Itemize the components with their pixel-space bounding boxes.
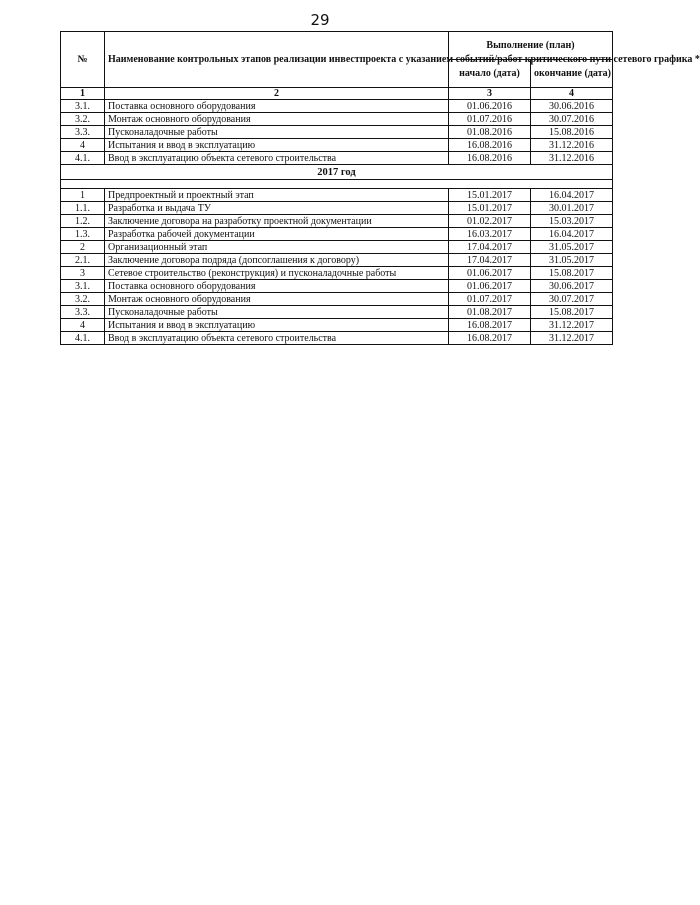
row-number: 2.1. (61, 254, 105, 267)
row-number: 4 (61, 139, 105, 152)
row-start-date: 17.04.2017 (449, 241, 531, 254)
page-number: 29 (310, 11, 330, 29)
row-start-date: 01.07.2016 (449, 113, 531, 126)
table-row (61, 152, 613, 165)
year-label: 2017 год (61, 165, 613, 180)
row-name: Поставка основного оборудования (105, 100, 449, 113)
header-execution: Выполнение (план) (449, 32, 613, 60)
row-name: Испытания и ввод в эксплуатацию (105, 319, 449, 332)
row-name: Ввод в эксплуатацию объекта сетевого строительства (105, 332, 449, 345)
column-number-row (61, 88, 613, 100)
header-name: Наименование контрольных этапов реализации инвестпроекта с указанием событий/работ критического пути сетевого графика * (105, 32, 449, 88)
row-start-date: 01.06.2017 (449, 267, 531, 280)
table-row (61, 113, 613, 126)
table-row (61, 126, 613, 139)
row-end-date: 15.03.2017 (531, 215, 613, 228)
row-end-date: 31.12.2017 (531, 332, 613, 345)
rows-2017 (61, 189, 613, 345)
table-row (61, 202, 613, 215)
row-name: Испытания и ввод в эксплуатацию (105, 139, 449, 152)
row-number: 4.1. (61, 332, 105, 345)
row-number: 1.2. (61, 215, 105, 228)
row-name: Пусконаладочные работы (105, 306, 449, 319)
header-num: № (61, 32, 105, 88)
row-end-date: 30.07.2017 (531, 293, 613, 306)
row-start-date: 01.06.2017 (449, 280, 531, 293)
table-row (61, 267, 613, 280)
row-start-date: 01.08.2017 (449, 306, 531, 319)
row-name: Разработка и выдача ТУ (105, 202, 449, 215)
row-end-date: 30.07.2016 (531, 113, 613, 126)
row-end-date: 16.04.2017 (531, 228, 613, 241)
row-start-date: 15.01.2017 (449, 189, 531, 202)
row-start-date: 01.07.2017 (449, 293, 531, 306)
row-end-date: 15.08.2017 (531, 267, 613, 280)
table-row (61, 293, 613, 306)
row-end-date: 30.06.2016 (531, 100, 613, 113)
row-end-date: 30.01.2017 (531, 202, 613, 215)
table-row (61, 189, 613, 202)
row-start-date: 16.08.2017 (449, 319, 531, 332)
rows-2016 (61, 100, 613, 165)
row-name: Организационный этап (105, 241, 449, 254)
column-number: 3 (449, 88, 531, 100)
row-name: Сетевое строительство (реконструкция) и пусконаладочные работы (105, 267, 449, 280)
row-end-date: 30.06.2017 (531, 280, 613, 293)
row-number: 2 (61, 241, 105, 254)
row-number: 3.3. (61, 306, 105, 319)
investment-plan-table (60, 31, 700, 345)
row-start-date: 16.08.2016 (449, 152, 531, 165)
row-end-date: 15.08.2016 (531, 126, 613, 139)
row-end-date: 31.12.2017 (531, 319, 613, 332)
row-name: Ввод в эксплуатацию объекта сетевого строительства (105, 152, 449, 165)
row-end-date: 31.12.2016 (531, 139, 613, 152)
row-start-date: 16.08.2016 (449, 139, 531, 152)
row-number: 4.1. (61, 152, 105, 165)
table-row (61, 241, 613, 254)
table-row (61, 306, 613, 319)
header-start: начало (дата) (449, 60, 531, 88)
column-number: 2 (105, 88, 449, 100)
row-start-date: 16.03.2017 (449, 228, 531, 241)
row-end-date: 15.08.2017 (531, 306, 613, 319)
row-number: 3.2. (61, 293, 105, 306)
row-name: Монтаж основного оборудования (105, 293, 449, 306)
row-name: Монтаж основного оборудования (105, 113, 449, 126)
row-number: 1 (61, 189, 105, 202)
row-start-date: 01.06.2016 (449, 100, 531, 113)
row-end-date: 31.05.2017 (531, 241, 613, 254)
header-end: окончание (дата) (531, 60, 613, 88)
row-name: Поставка основного оборудования (105, 280, 449, 293)
row-name: Предпроектный и проектный этап (105, 189, 449, 202)
row-number: 3.3. (61, 126, 105, 139)
row-start-date: 17.04.2017 (449, 254, 531, 267)
row-number: 1.1. (61, 202, 105, 215)
table-row (61, 139, 613, 152)
row-end-date: 16.04.2017 (531, 189, 613, 202)
row-number: 3.2. (61, 113, 105, 126)
year-row (61, 165, 613, 180)
row-end-date: 31.05.2017 (531, 254, 613, 267)
table-row (61, 228, 613, 241)
row-name: Разработка рабочей документации (105, 228, 449, 241)
table-row (61, 215, 613, 228)
table-row (61, 319, 613, 332)
row-name: Заключение договора на разработку проектной документации (105, 215, 449, 228)
row-number: 4 (61, 319, 105, 332)
table-row (61, 280, 613, 293)
row-start-date: 01.02.2017 (449, 215, 531, 228)
row-start-date: 16.08.2017 (449, 332, 531, 345)
column-number: 4 (531, 88, 613, 100)
row-number: 3 (61, 267, 105, 280)
row-start-date: 15.01.2017 (449, 202, 531, 215)
row-name: Пусконаладочные работы (105, 126, 449, 139)
row-number: 3.1. (61, 100, 105, 113)
column-number: 1 (61, 88, 105, 100)
row-name: Заключение договора подряда (допсоглашения к договору) (105, 254, 449, 267)
row-number: 3.1. (61, 280, 105, 293)
row-number: 1.3. (61, 228, 105, 241)
row-start-date: 01.08.2016 (449, 126, 531, 139)
table-row (61, 100, 613, 113)
table-row (61, 332, 613, 345)
row-end-date: 31.12.2016 (531, 152, 613, 165)
spacer-cell (61, 180, 613, 189)
table-row (61, 254, 613, 267)
spacer-row (61, 180, 613, 189)
